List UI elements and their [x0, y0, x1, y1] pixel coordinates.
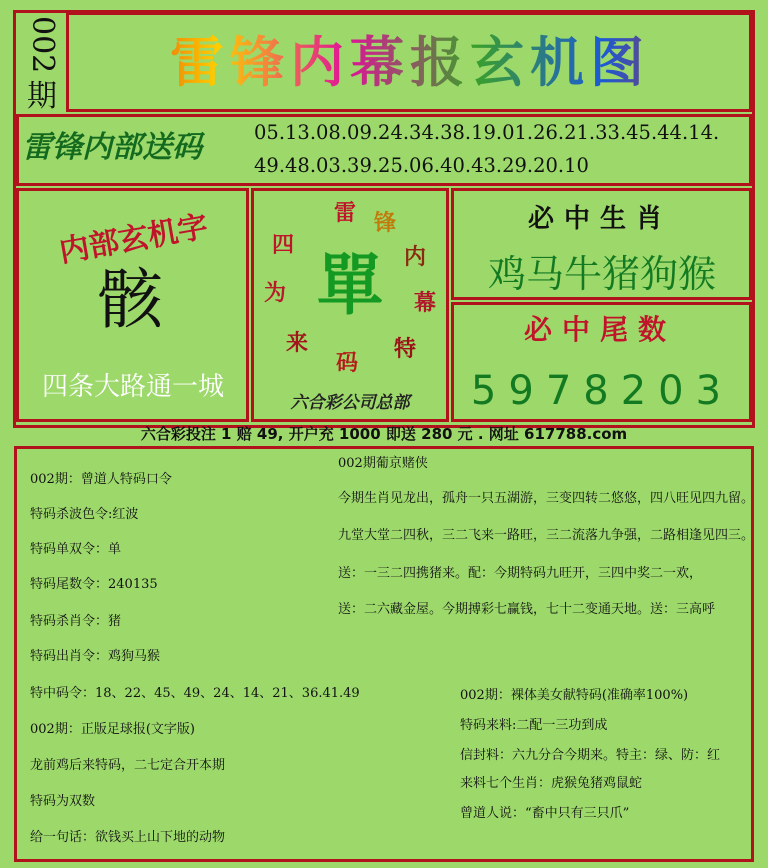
center-main-char: 單: [317, 246, 383, 324]
right-info-line: 曾道人说：“畜中只有三只爪”: [460, 806, 630, 821]
ad-banner: 六合彩投注 1 赔 49, 开户充 1000 即送 280 元 . 网址 617788.com: [140, 425, 628, 443]
right-info-line: 来料七个生肖：虎猴兔猪鸡鼠蛇: [460, 776, 643, 791]
left-info-line: 002期：曾道人特码口令: [30, 472, 172, 487]
mystery-char: 骸: [97, 261, 163, 338]
tail-label: 必中尾数: [523, 313, 676, 346]
left-info-line: 特码杀肖令：猪: [30, 614, 122, 629]
issue-number: 002 期: [25, 16, 60, 114]
left-info-line: 特码单双令：单: [30, 542, 122, 557]
left-info-line: 特码出肖令：鸡狗马猴: [30, 649, 161, 664]
mystery-phrase: 四条大路通一城: [41, 372, 224, 402]
ring-char-6: 码: [336, 350, 359, 376]
tail-value: 5978203: [470, 368, 734, 414]
ring-char-1: 雷: [334, 200, 357, 226]
zodiac-value: 鸡马牛猪狗猴: [487, 252, 716, 296]
codes-line-1: 05.13.08.09.24.34.38.19.01.26.21.33.45.44.14.: [254, 121, 720, 144]
ring-char-5: 特: [394, 336, 417, 362]
page-title: 雷锋内幕报玄机图: [90, 20, 730, 104]
left-info-line: 002期：正版足球报(文字版): [30, 722, 195, 737]
right-info-line: 002期：裸体美女献特码(准确率100%): [460, 688, 689, 703]
ring-char-4: 幕: [414, 290, 437, 316]
right-info-line: 送：一三二四携猪来。配：今期特码九旺开，三四中奖二一欢，: [338, 566, 703, 581]
ring-char-3: 内: [404, 244, 427, 270]
right-info-line: 信封料：六九分合今期来。特主：绿、防：红: [460, 748, 721, 763]
ring-char-2: 锋: [374, 210, 397, 236]
zodiac-label: 必中生肖: [527, 204, 672, 234]
right-info-line: 特码来料:二配一三功到成: [460, 718, 608, 733]
ring-char-9: 四: [272, 232, 295, 258]
ring-char-8: 为: [264, 280, 287, 306]
ring-char-7: 来: [286, 330, 309, 356]
right-info-line: 送：二六藏金屋。今期搏彩七赢钱，七十二变通天地。送：三高呼: [338, 602, 716, 617]
right-info-line: 今期生肖见龙出，孤舟一只五湖游，三变四转二悠悠，四八旺见四九留。: [338, 491, 755, 506]
right-info-line: 九堂大堂二四秋，三二飞来一路旺，三二流落九争强，二路相逢见四三。: [338, 528, 755, 543]
right-info-line: 002期葡京赌侠: [338, 456, 428, 471]
codes-line-2: 49.48.03.39.25.06.40.43.29.20.10: [254, 154, 589, 177]
left-info-line: 特中码令：18、22、45、49、24、14、21、36.41.49: [30, 686, 360, 701]
left-info-line: 特码杀波色令:红波: [30, 507, 139, 522]
left-info-line: 特码尾数令：240135: [30, 577, 158, 592]
left-info-line: 龙前鸡后来特码，二七定合开本期: [30, 758, 226, 773]
mystery-label: 内部玄机字: [56, 209, 211, 270]
center-footer: 六合彩公司总部: [290, 393, 410, 413]
left-info-line: 特码为双数: [30, 794, 96, 809]
left-info-line: 给一句话：欲钱买上山下地的动物: [30, 830, 226, 845]
codes-label: 雷锋内部送码: [22, 130, 202, 165]
